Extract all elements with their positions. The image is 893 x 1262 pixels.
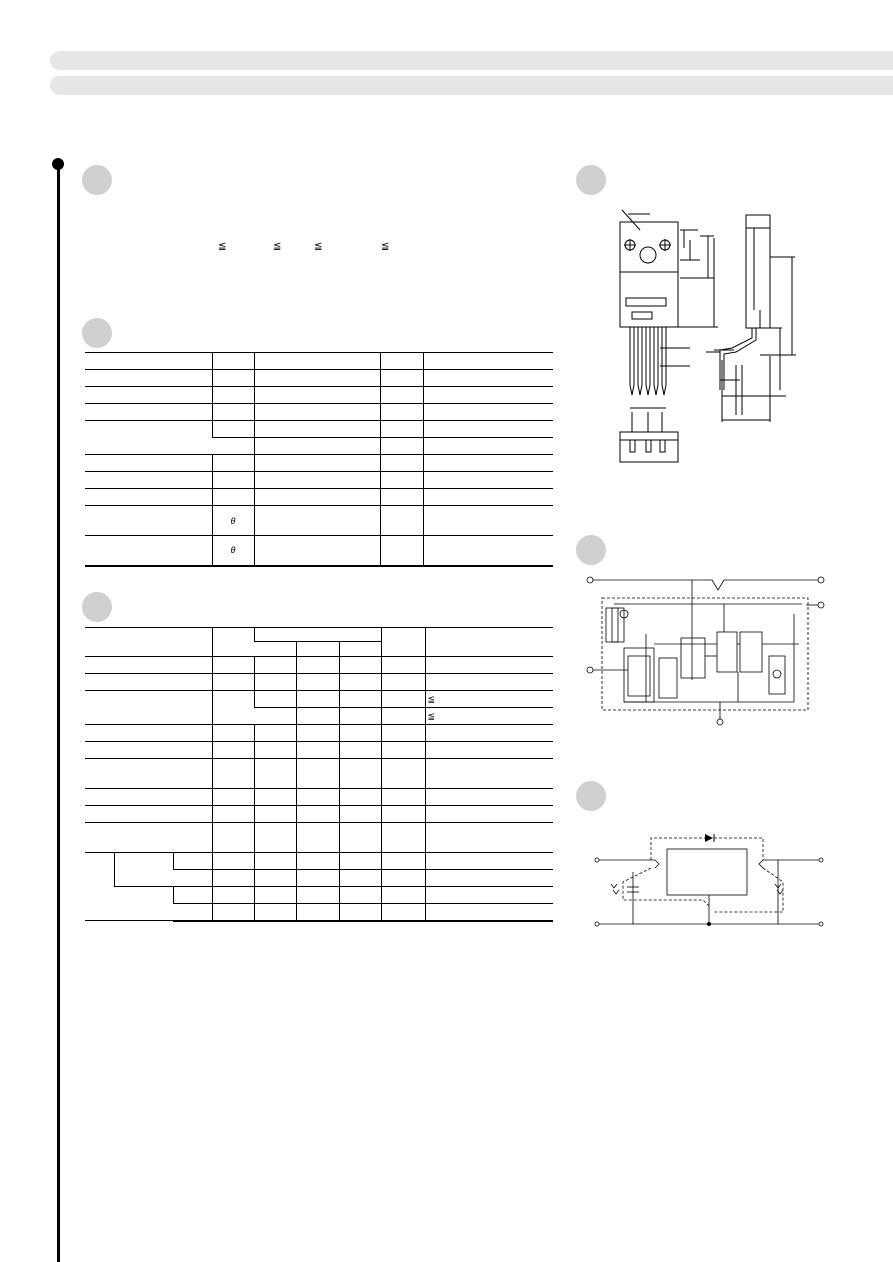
header-band-top [50,51,893,70]
section-badge-electrical [82,592,112,622]
section-badge-features [82,165,112,195]
section-badge-application [576,781,606,811]
section-badge-outline [576,165,606,195]
block-diagram [584,574,829,729]
header-band-bottom [50,76,893,95]
le-symbol: ≦ [273,241,282,252]
le-symbol: ≦ [427,710,436,721]
le-symbol: ≦ [381,241,390,252]
margin-rule [57,164,60,1262]
section-badge-block-diagram [576,535,606,565]
le-symbol: ≦ [427,693,436,704]
theta-symbol: θ [230,545,236,556]
section-badge-absolute-max [82,318,112,348]
absolute-max-table [85,352,553,567]
application-circuit [593,832,829,932]
le-symbol: ≦ [218,241,227,252]
package-outline-drawing [610,200,810,470]
le-symbol: ≦ [314,241,323,252]
theta-symbol: θ [230,515,236,526]
electrical-table [85,627,553,922]
